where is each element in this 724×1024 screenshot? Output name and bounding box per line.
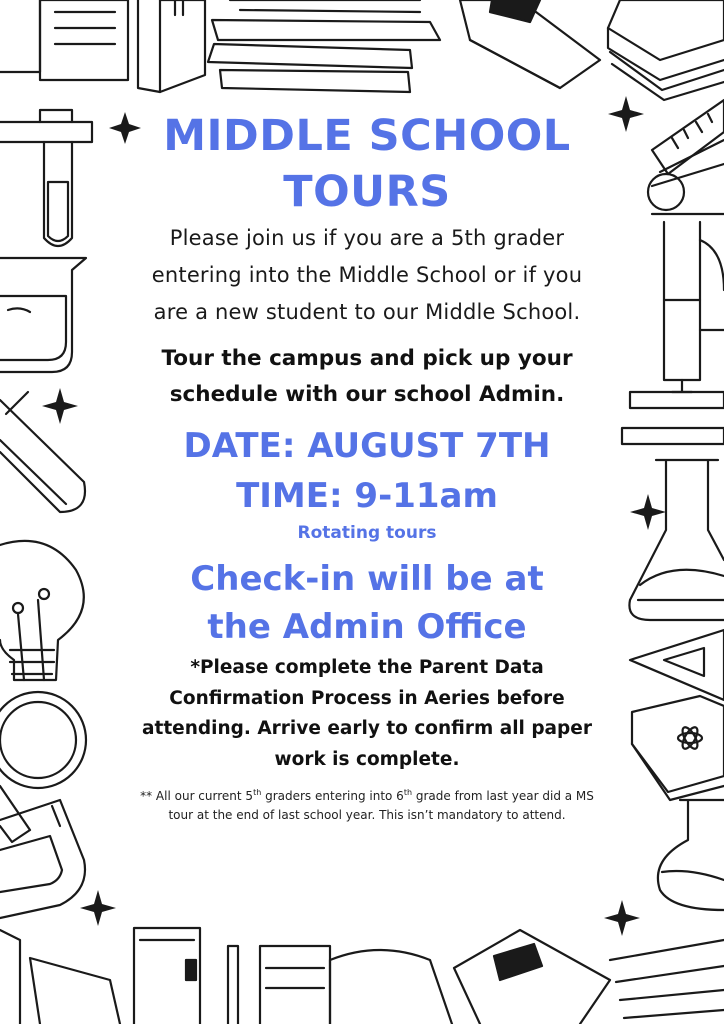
page-title: [100, 108, 634, 220]
ruler-icon: [652, 100, 724, 186]
footnote-part: grade from last year did a MS: [412, 789, 594, 803]
light-bulb-icon: [0, 541, 84, 680]
microscope-icon: [622, 174, 724, 444]
event-time: TIME: 9-11am: [236, 476, 498, 516]
tour-line-1: Tour the campus and pick up your: [161, 346, 573, 371]
magnifier-icon: [0, 692, 86, 842]
atom-book-icon: [632, 696, 724, 800]
notice-line: attending. Arrive early to confirm all paper: [142, 718, 592, 739]
notice-line: Confirmation Process in Aeries before: [169, 687, 565, 709]
intro-line: Please join us if you are a 5th grader: [169, 226, 565, 250]
intro-line: entering into the Middle School or if you: [151, 263, 583, 287]
test-tube-icon: [0, 110, 92, 246]
footnote-part: graders entering into 6: [261, 789, 404, 803]
parent-data-notice: [100, 653, 634, 775]
test-tube-icon: [0, 392, 85, 512]
footnote-superscript: th: [253, 788, 262, 797]
footnote-superscript: th: [403, 788, 413, 797]
footnote-part: ** All our current 5: [140, 789, 254, 803]
flask-icon: [629, 460, 724, 620]
notice-line: work is complete.: [274, 748, 460, 770]
flyer-content: [100, 108, 634, 825]
intro-line: are a new student to our Middle School.: [153, 300, 581, 324]
books-icon: [0, 928, 724, 1024]
tour-line-2: schedule with our school Admin.: [169, 382, 565, 407]
title-line-2: TOURS: [283, 167, 451, 217]
rotating-tours-label: Rotating tours: [297, 523, 437, 543]
magnet-icon: [0, 800, 85, 918]
beaker-icon: [0, 258, 86, 372]
checkin-line-1: Check-in will be at: [190, 559, 544, 599]
flask-icon: [658, 800, 724, 910]
notice-line: *Please complete the Parent Data: [190, 657, 544, 678]
checkin-heading: [100, 555, 634, 651]
intro-text: [100, 220, 634, 331]
checkin-line-2: the Admin Office: [207, 607, 527, 647]
footnote: [100, 783, 634, 825]
books-icon: [0, 0, 724, 100]
tour-text: [100, 341, 634, 413]
set-square-icon: [630, 630, 724, 700]
footnote-line-2: tour at the end of last school year. This isn’t mandatory to attend.: [168, 808, 566, 822]
title-line-1: MIDDLE SCHOOL: [163, 111, 571, 161]
event-date: DATE: AUGUST 7TH: [183, 426, 551, 466]
